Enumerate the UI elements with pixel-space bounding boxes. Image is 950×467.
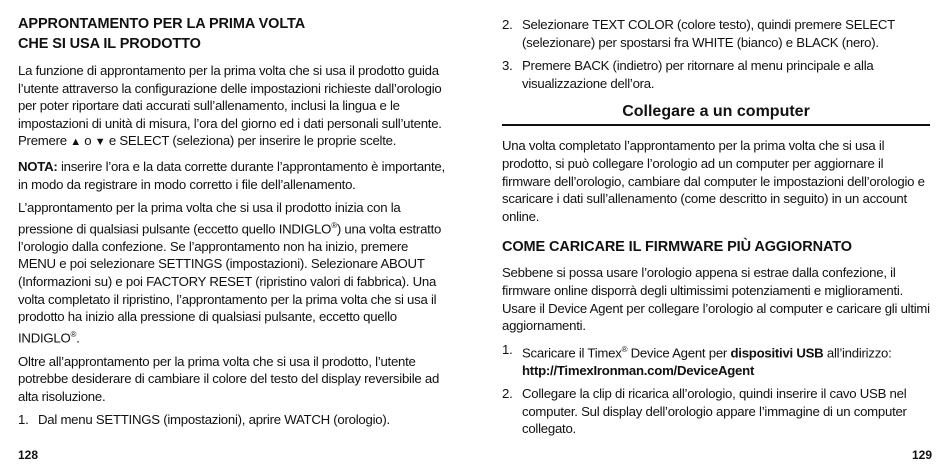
- item-text: Device Agent per: [627, 345, 731, 361]
- page-number: 129: [912, 448, 933, 462]
- registered-mark: ®: [70, 329, 77, 339]
- connect-paragraph: Una volta completato l’approntamento per la prima volta che si usa il prodotto, si può collegare l’orologio ad un computer per aggiornare il firmware dell’orologio, cambiare dal computer le impostazioni dell’orologio e scaricare i dati sull’allenamento (come descritto in seguito) in un account online.: [502, 138, 925, 224]
- note-text: inserire l’ora e la data corrette durante l’approntamento è importante, in modo da registrare in modo corretto i file dell’allenamento.: [18, 158, 445, 192]
- intro-text: La funzione di approntamento per la prima volta che si usa il prodotto guida l’utente attraverso la configurazione delle impostazioni richieste dall’orologio per poter riportare dati accurati sull’allenamento, inclusi la lingua e le impostazioni di unità di misura, l’ora del giorno ed i dati personali sull’utente. Premere: [18, 63, 442, 149]
- list-item-number: 3.: [502, 58, 513, 74]
- list-item: [502, 341, 930, 380]
- left-page: [18, 0, 448, 429]
- section-heading: [18, 14, 448, 54]
- heading-line-1: APPRONTAMENTO PER LA PRIMA VOLTA: [18, 16, 306, 32]
- reset-text-c: .: [76, 330, 80, 346]
- intro-paragraph: [18, 62, 448, 152]
- list-item-text: [522, 341, 930, 380]
- up-arrow-icon: ▲: [70, 136, 81, 149]
- right-page: [502, 0, 930, 438]
- steps-list: [502, 16, 930, 92]
- list-item-text: Premere BACK (indietro) per ritornare al menu principale e alla visualizzazione dell’ora.: [522, 58, 874, 91]
- reset-text-b: ) una volta estratto l’orologio dalla confezione. Se l’approntamento non ha inizio, premere MENU e poi selezionare SETTINGS (impostazioni). Selezionare ABOUT (Informazioni su) e poi FACTORY RESET (ripristino valori di fabbrica). Una volta completato il ripristino, l’approntamento per la prima volta che si usa il prodotto ha inizio alla pressione di qualsiasi pulsante, eccetto quello INDIGLO: [18, 221, 442, 346]
- reset-text-a: L’approntamento per la prima volta che si usa il prodotto inizia con la pressione di qualsiasi pulsante (eccetto quello INDIGLO: [18, 200, 401, 237]
- or-text: o: [80, 133, 95, 149]
- page-number: 128: [18, 448, 39, 462]
- down-arrow-icon: ▼: [94, 136, 106, 149]
- section-title: Collegare a un computer: [502, 102, 930, 126]
- text-color-paragraph: Oltre all’approntamento per la prima volta che si usa il prodotto, l’utente potrebbe desiderare di cambiare il colore del testo del display reversibile ad alta risoluzione.: [18, 353, 440, 404]
- usb-devices-text: dispositivi USB: [730, 345, 824, 361]
- list-item: [502, 57, 930, 92]
- note-paragraph: [18, 158, 448, 193]
- list-item: [502, 385, 930, 438]
- list-item-number: 1.: [502, 341, 513, 357]
- firmware-paragraph: Sebbene si possa usare l’orologio appena si estrae dalla confezione, il firmware online disporrà degli ultimissimi potenziamenti e miglioramenti. Usare il Device Agent per collegare l’orologio al computer e caricare gli ultimi aggiornamenti.: [502, 265, 930, 334]
- item-text: Scaricare il Timex: [522, 345, 622, 361]
- download-url: http://TimexIronman.com/DeviceAgent: [522, 362, 755, 378]
- registered-mark: ®: [331, 220, 337, 230]
- list-item-number: 2.: [502, 17, 513, 32]
- list-item-number: 1.: [18, 412, 29, 428]
- intro-text-end: e SELECT (seleziona) per inserire le proprie scelte.: [105, 133, 397, 149]
- reset-paragraph: [18, 199, 448, 347]
- steps-list: [18, 411, 448, 429]
- list-item-text: Collegare la clip di ricarica all’orologio, quindi inserire il cavo USB nel computer. Sul display dell’orologio appare l’immagine di un computer collegato.: [522, 386, 907, 437]
- heading-line-2: CHE SI USA IL PRODOTTO: [18, 36, 201, 52]
- list-item-text: Selezionare TEXT COLOR (colore testo), quindi premere SELECT (selezionare) per spostarsi fra WHITE (bianco) e BLACK (nero).: [522, 17, 895, 50]
- list-item-number: 2.: [502, 386, 513, 402]
- registered-mark: ®: [621, 344, 628, 354]
- item-text: all’indirizzo:: [823, 345, 892, 361]
- firmware-steps-list: [502, 341, 930, 438]
- list-item: [502, 16, 930, 51]
- list-item: [18, 411, 448, 429]
- list-item-text: Dal menu SETTINGS (impostazioni), aprire WATCH (orologio).: [38, 412, 390, 428]
- note-label: NOTA:: [18, 158, 58, 174]
- firmware-heading: COME CARICARE IL FIRMWARE PIÙ AGGIORNATO: [502, 239, 852, 256]
